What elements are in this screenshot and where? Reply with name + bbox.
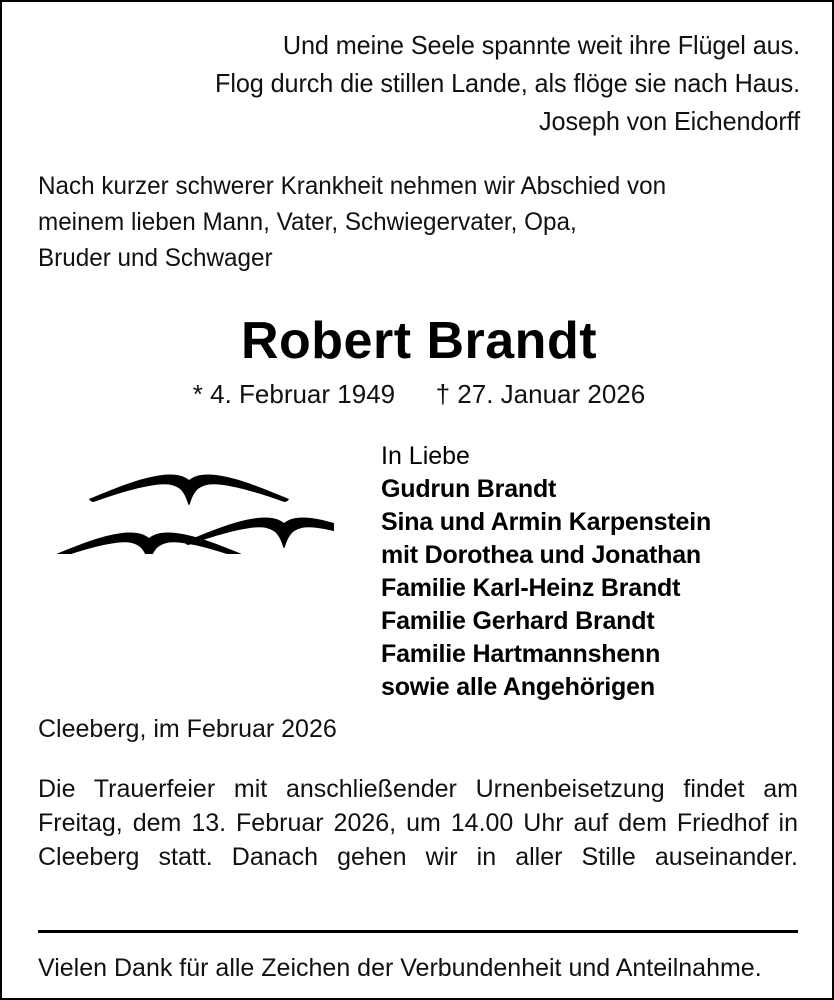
section-divider (38, 930, 798, 933)
family-member: sowie alle Angehörigen (381, 673, 655, 701)
announcement-line-2: meinem lieben Mann, Vater, Schwiegervater, Opa, (38, 208, 577, 236)
family-member: Gudrun Brandt (381, 475, 557, 503)
life-dates (38, 378, 800, 410)
quote-line-2: Flog durch die stillen Lande, als flöge sie nach Haus. (215, 68, 800, 98)
notice-content (38, 2, 800, 998)
family-member: mit Dorothea und Jonathan (381, 541, 702, 569)
announcement-text (38, 168, 777, 276)
memorial-quote (61, 2, 800, 140)
quote-author: Joseph von Eichendorff (539, 106, 800, 136)
death-date: † 27. Januar 2026 (435, 379, 646, 409)
family-heading: In Liebe (381, 442, 470, 470)
family-list (381, 440, 711, 704)
family-member: Familie Karl-Heinz Brandt (381, 574, 681, 602)
announcement-line-3: Bruder und Schwager (38, 244, 273, 272)
quote-line-1: Und meine Seele spannte weit ihre Flügel aus. (282, 30, 800, 60)
family-member: Familie Hartmannshenn (381, 640, 661, 668)
bird-shape-middle-right (184, 517, 334, 548)
deceased-name: Robert Brandt (240, 312, 598, 370)
family-member: Familie Gerhard Brandt (381, 607, 655, 635)
mourners-section (38, 440, 800, 710)
thanks-note: Vielen Dank für alle Zeichen der Verbundenheit und Anteilnahme. (38, 954, 762, 982)
family-member: Sina und Armin Karpenstein (381, 508, 712, 536)
place-and-date: Cleeberg, im Februar 2026 (38, 715, 337, 743)
ceremony-details: Die Trauerfeier mit anschließender Urnenbeisetzung findet am Freitag, dem 13. Februar 2026, um 14.00 Uhr auf dem Friedhof in Cleeberg statt. Danach gehen wir in aller Stille auseinander. (38, 775, 798, 871)
announcement-line-1: Nach kurzer schwerer Krankheit nehmen wir Abschied von (38, 172, 667, 200)
three-flying-birds-icon (44, 444, 334, 554)
birth-date: * 4. Februar 1949 (192, 379, 396, 409)
